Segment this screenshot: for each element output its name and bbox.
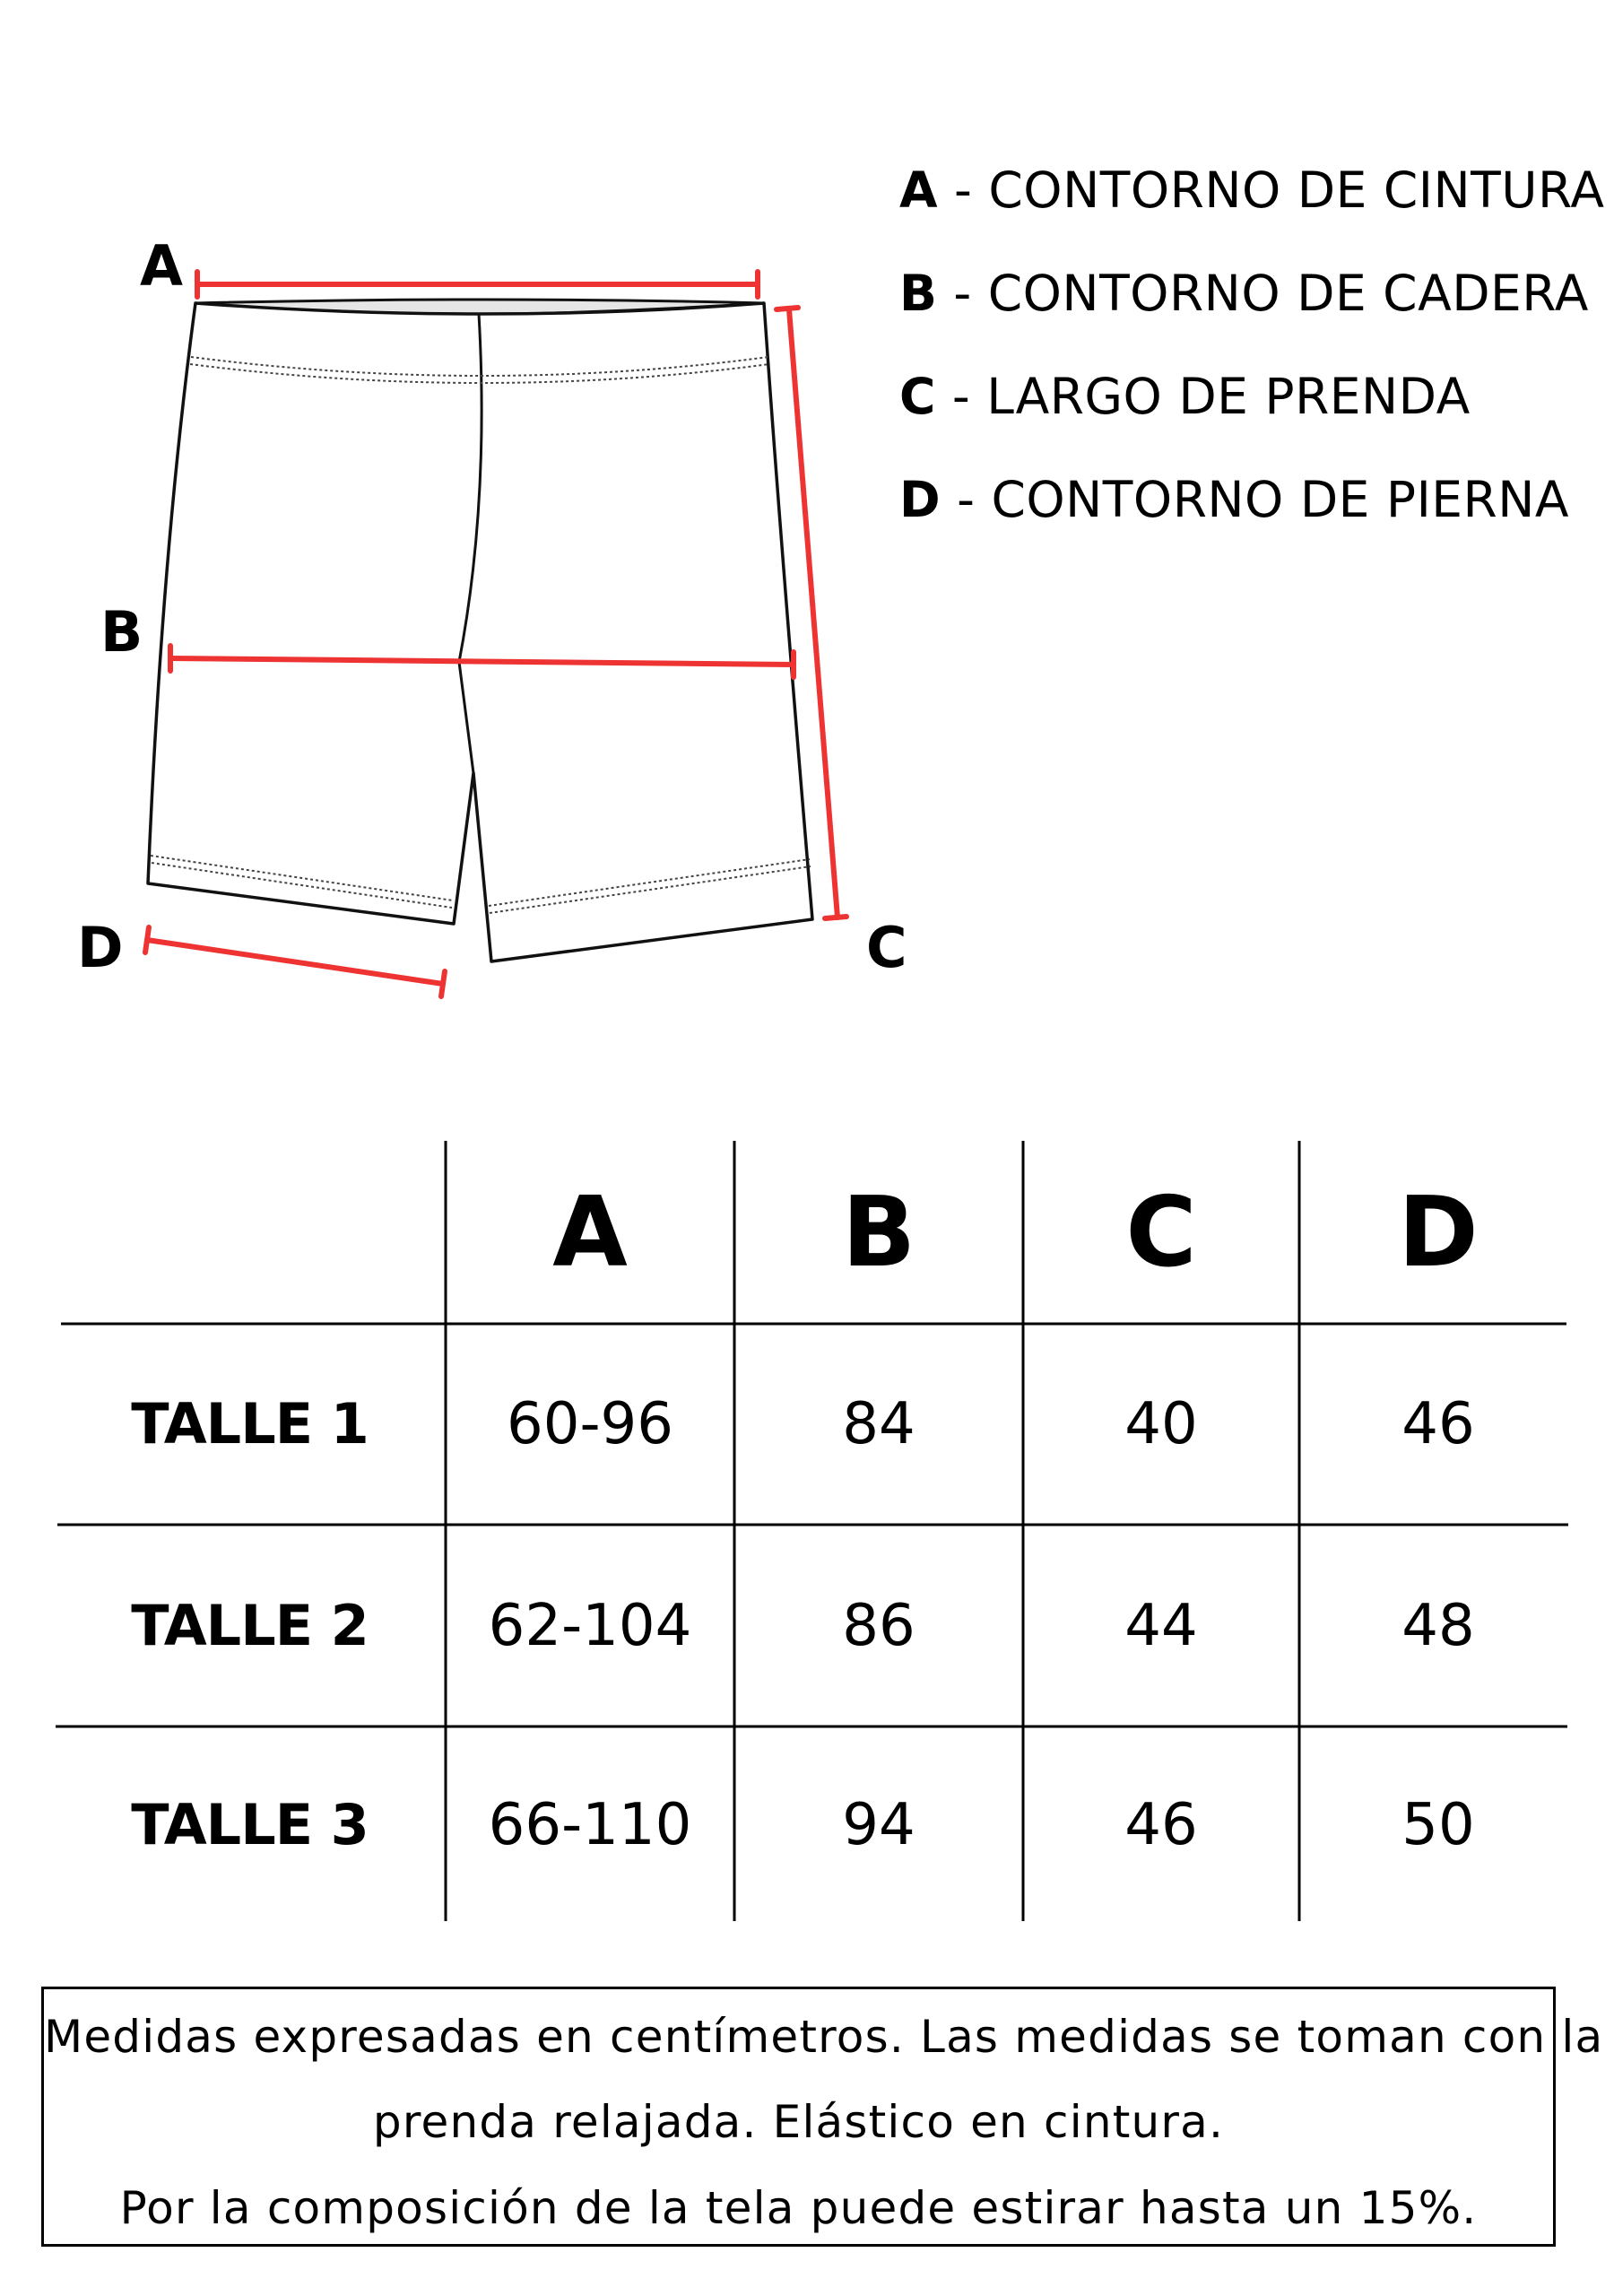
note-line-3: Por la composición de la tela puede estirar hasta un 15%.: [119, 2182, 1478, 2234]
row-label-talle-3: TALLE 3: [131, 1792, 369, 1857]
header-a: A: [552, 1177, 628, 1289]
legend-key: D: [899, 471, 941, 528]
legend-key: A: [899, 161, 939, 219]
table-cell: 48: [1401, 1592, 1475, 1659]
legend-text: CONTORNO DE PIERNA: [991, 471, 1570, 528]
diagram-label-b: B: [100, 599, 143, 665]
legend-separator: -: [938, 161, 989, 219]
row-label-talle-2: TALLE 2: [131, 1592, 369, 1658]
legend-separator: -: [937, 265, 988, 322]
legend-text: CONTORNO DE CINTURA: [988, 161, 1605, 219]
legend-text: LARGO DE PRENDA: [986, 368, 1471, 425]
table-cell: 94: [842, 1792, 915, 1858]
table-cell: 60-96: [507, 1391, 673, 1457]
legend-separator: -: [941, 471, 992, 528]
legend-separator: -: [935, 368, 987, 425]
table-cell: 40: [1124, 1391, 1198, 1457]
table-cell: 46: [1124, 1792, 1198, 1858]
measurement-note: [41, 1987, 1604, 2247]
note-line-1: Medidas expresadas en centímetros. Las medidas se toman con la: [44, 2011, 1604, 2063]
diagram-label-a: A: [140, 233, 183, 299]
table-cell: 66-110: [488, 1792, 692, 1858]
table-cell: 44: [1124, 1592, 1198, 1659]
note-line-2: prenda relajada. Elástico en cintura.: [372, 2096, 1225, 2148]
legend-key: B: [899, 265, 938, 322]
header-b: B: [841, 1177, 916, 1289]
row-label-talle-1: TALLE 1: [131, 1391, 369, 1457]
table-cell: 50: [1401, 1792, 1475, 1858]
legend-key: C: [899, 368, 936, 425]
diagram-label-d: D: [77, 915, 124, 980]
header-d: D: [1398, 1177, 1479, 1289]
table-cell: 62-104: [488, 1592, 692, 1659]
table-cell: 86: [842, 1592, 915, 1659]
header-c: C: [1125, 1177, 1197, 1289]
table-cell: 46: [1401, 1391, 1475, 1457]
legend-text: CONTORNO DE CADERA: [987, 265, 1589, 322]
diagram-label-c: C: [866, 915, 907, 980]
table-cell: 84: [842, 1391, 915, 1457]
